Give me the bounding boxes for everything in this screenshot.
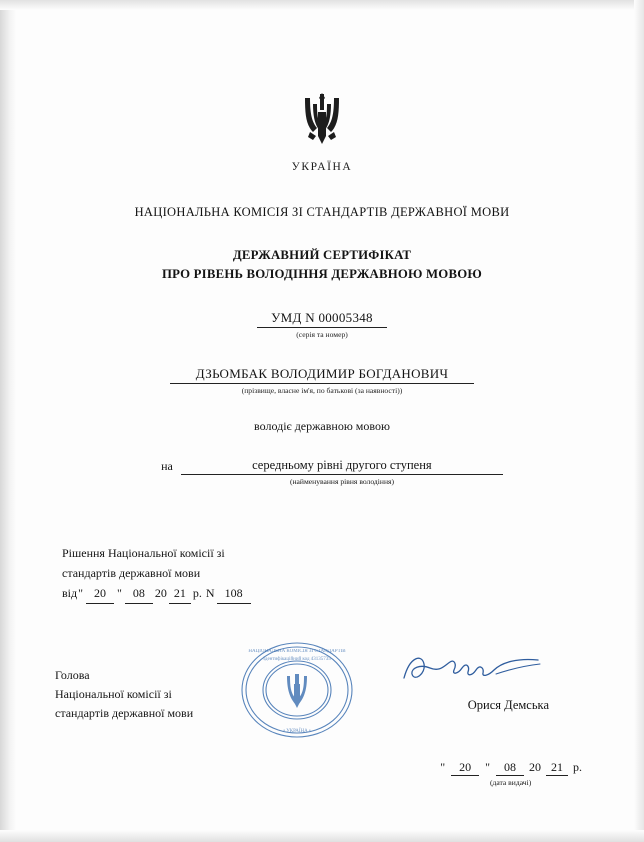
issue-month: 08 [496, 760, 524, 776]
svg-text:Ідентифікаційний код 43135735: Ідентифікаційний код 43135735 [263, 657, 331, 662]
statement-text: володіє державною мовою [254, 419, 390, 434]
decision-block [62, 544, 604, 604]
decision-year-suffix: 21 [169, 584, 191, 605]
issue-quote-close: " [485, 760, 490, 774]
serial-number-row [40, 309, 604, 328]
decision-quote-open: " [78, 585, 84, 600]
issue-date-caption: (дата видачі) [489, 778, 532, 787]
signer-role [55, 666, 193, 724]
level-caption: (найменування рівня володіння) [289, 477, 395, 487]
holder-name-caption: (прізвище, власне ім'я, по батькові (за наявності)) [241, 386, 403, 396]
signer-role-line3: стандартів державної мови [55, 706, 194, 721]
official-round-stamp-icon [238, 640, 356, 740]
emblem-container [40, 92, 604, 173]
decision-month: 08 [125, 584, 153, 605]
signer-role-line2: Національної комісії зі [55, 687, 172, 702]
holder-name-row [40, 365, 604, 384]
certificate-title [40, 246, 604, 283]
decision-quote-close: " [117, 585, 122, 600]
issue-year-suffix: 21 [546, 760, 568, 776]
decision-date-line [62, 584, 604, 605]
certificate-title-line2: ПРО РІВЕНЬ ВОЛОДІННЯ ДЕРЖАВНОЮ МОВОЮ [162, 266, 482, 281]
scan-edge-bottom [0, 830, 644, 842]
decision-number: 108 [217, 584, 251, 605]
decision-line2: стандартів державної мови [62, 565, 201, 580]
decision-from-label: від [62, 585, 78, 600]
level-row [40, 458, 604, 475]
svg-text:• УКРАЇНА •: • УКРАЇНА • [283, 729, 311, 734]
issue-date-block [439, 760, 582, 787]
serial-number-caption: (серія та номер) [296, 330, 348, 340]
issue-day: 20 [451, 760, 479, 776]
decision-number-label: N [205, 585, 215, 600]
level-value: середньому рівні другого ступеня [181, 458, 503, 475]
holder-name-value: ДЗЬОМБАК ВОЛОДИМИР БОГДАНОВИЧ [170, 366, 474, 384]
handwritten-signature-icon [400, 650, 550, 692]
level-prefix-label: на [161, 459, 173, 474]
certificate-title-line1: ДЕРЖАВНИЙ СЕРТИФІКАТ [232, 248, 412, 262]
issue-year-prefix: 20 [529, 760, 541, 774]
ukraine-trident-emblem-icon [299, 92, 345, 150]
signer-name: Орися Демська [467, 698, 549, 712]
decision-line1: Рішення Національної комісії зі [62, 546, 225, 561]
issue-year-mark: р. [573, 760, 582, 774]
commission-name: НАЦІОНАЛЬНА КОМІСІЯ ЗІ СТАНДАРТІВ ДЕРЖАВНОЇ МОВИ [134, 205, 510, 219]
issue-date-line [439, 760, 582, 776]
decision-year-prefix: 20 [154, 585, 167, 600]
country-label: УКРАЇНА [291, 161, 353, 173]
svg-text:НАЦІОНАЛЬНА КОМІСІЯ ЗІ СТАНДАР: НАЦІОНАЛЬНА КОМІСІЯ ЗІ СТАНДАРТІВ [248, 649, 346, 654]
signer-role-line1: Голова [55, 668, 90, 682]
decision-day: 20 [86, 584, 114, 605]
issue-quote-open: " [440, 760, 446, 774]
serial-number-value: УМД N 00005348 [257, 310, 387, 328]
decision-year-mark: р. [192, 585, 202, 600]
